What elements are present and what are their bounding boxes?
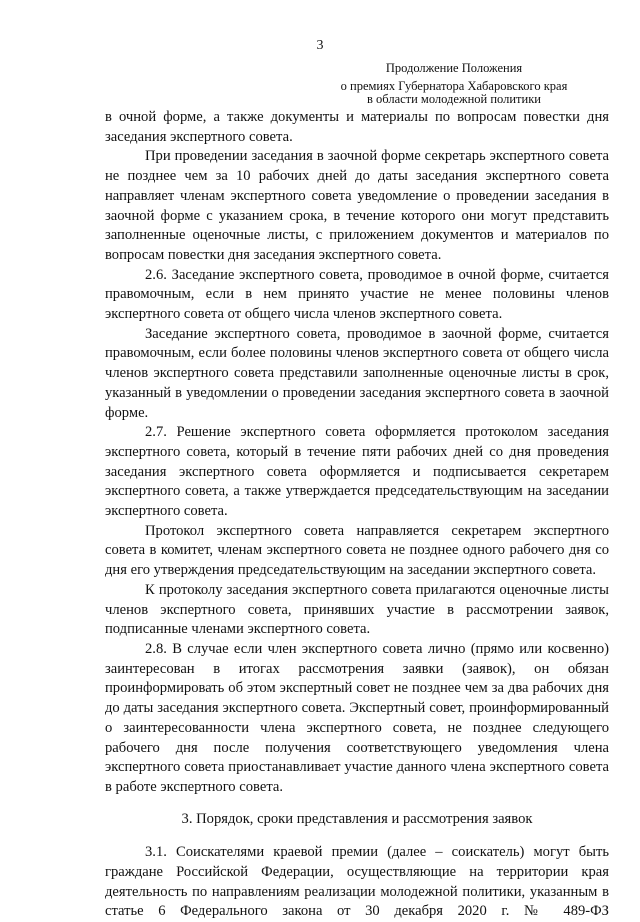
header-continuation: Продолжение Положения — [385, 61, 523, 75]
paragraph: Протокол экспертного совета направляется секретарем экспертного совета в комитет, членам экспертного совета не позднее одного рабочего дня со дня его утверждения председательствующим на заседании экспертного совета. — [105, 522, 609, 579]
page-number: 3 — [316, 38, 324, 53]
paragraph: При проведении заседания в заочной форме секретарь экспертного совета не позднее чем за 10 рабочих дней до даты заседания экспертного совета направляет членам экспертного совета уведомление о проведении заседания в заочной форме с указанием срока, в течение которого они могут представить заполненные оценочные листы, с приложением документов и материалов по вопросам повестки дня заседания экспертного совета. — [105, 148, 609, 263]
header-title-line-2: в области молодежной политики — [367, 92, 541, 106]
section-heading: 3. Порядок, сроки представления и рассмотрения заявок — [181, 810, 533, 827]
paragraph: в очной форме, а также документы и материалы по вопросам повестки дня заседания экспертного совета. — [105, 109, 609, 145]
paragraph-3-1: 3.1. Соискателями краевой премии (далее – соискатель) могут быть граждане Российской Федерации, осуществляющие на территории края деятельность по направлениям реализации молодежной политики, указанным в статье 6 Федерального закона от 30 декабря 2020 г. № 489-ФЗ — [105, 844, 609, 920]
paragraph: К протоколу заседания экспертного совета прилагаются оценочные листы членов экспертного совета, принявших участие в рассмотрении заявок, подписанные членами экспертного совета. — [105, 581, 609, 638]
document-body — [105, 108, 609, 922]
header-title-line-1: о премиях Губернатора Хабаровского края — [340, 79, 568, 93]
paragraph-2-7: 2.7. Решение экспертного совета оформляется протоколом заседания экспертного совета, который в течение пяти рабочих дней со дня проведения заседания экспертного совета оформляется и подписывается секретарем экспертного совета, а также утверждается председательствующим на заседании экспертного совета. — [105, 424, 609, 520]
paragraph: Заседание экспертного совета, проводимое в заочной форме, считается правомочным, если более половины членов экспертного совета от общего числа членов экспертного совета представили заполненные оценочные листы в срок, указанный в уведомлении о проведении заседания экспертного совета в заочной форме. — [105, 325, 609, 421]
document-header — [304, 62, 604, 106]
paragraph-2-6: 2.6. Заседание экспертного совета, проводимое в очной форме, считается правомочным, если в нем принято участие не менее половины членов экспертного совета от общего числа членов экспертного совета. — [105, 266, 609, 323]
paragraph-2-8: 2.8. В случае если член экспертного совета лично (прямо или косвенно) заинтересован в итогах рассмотрения заявки (заявок), он обязан проинформировать об этом экспертный совет не позднее чем за два рабочих дня до даты заседания экспертного совета. Экспертный совет, проинформированный о заинтересованности члена экспертного совета, не позднее следующего рабочего дня после получения соответствующего уведомления члена экспертного совета приостанавливает участие данного члена экспертного совета в работе экспертного совета. — [105, 640, 609, 795]
